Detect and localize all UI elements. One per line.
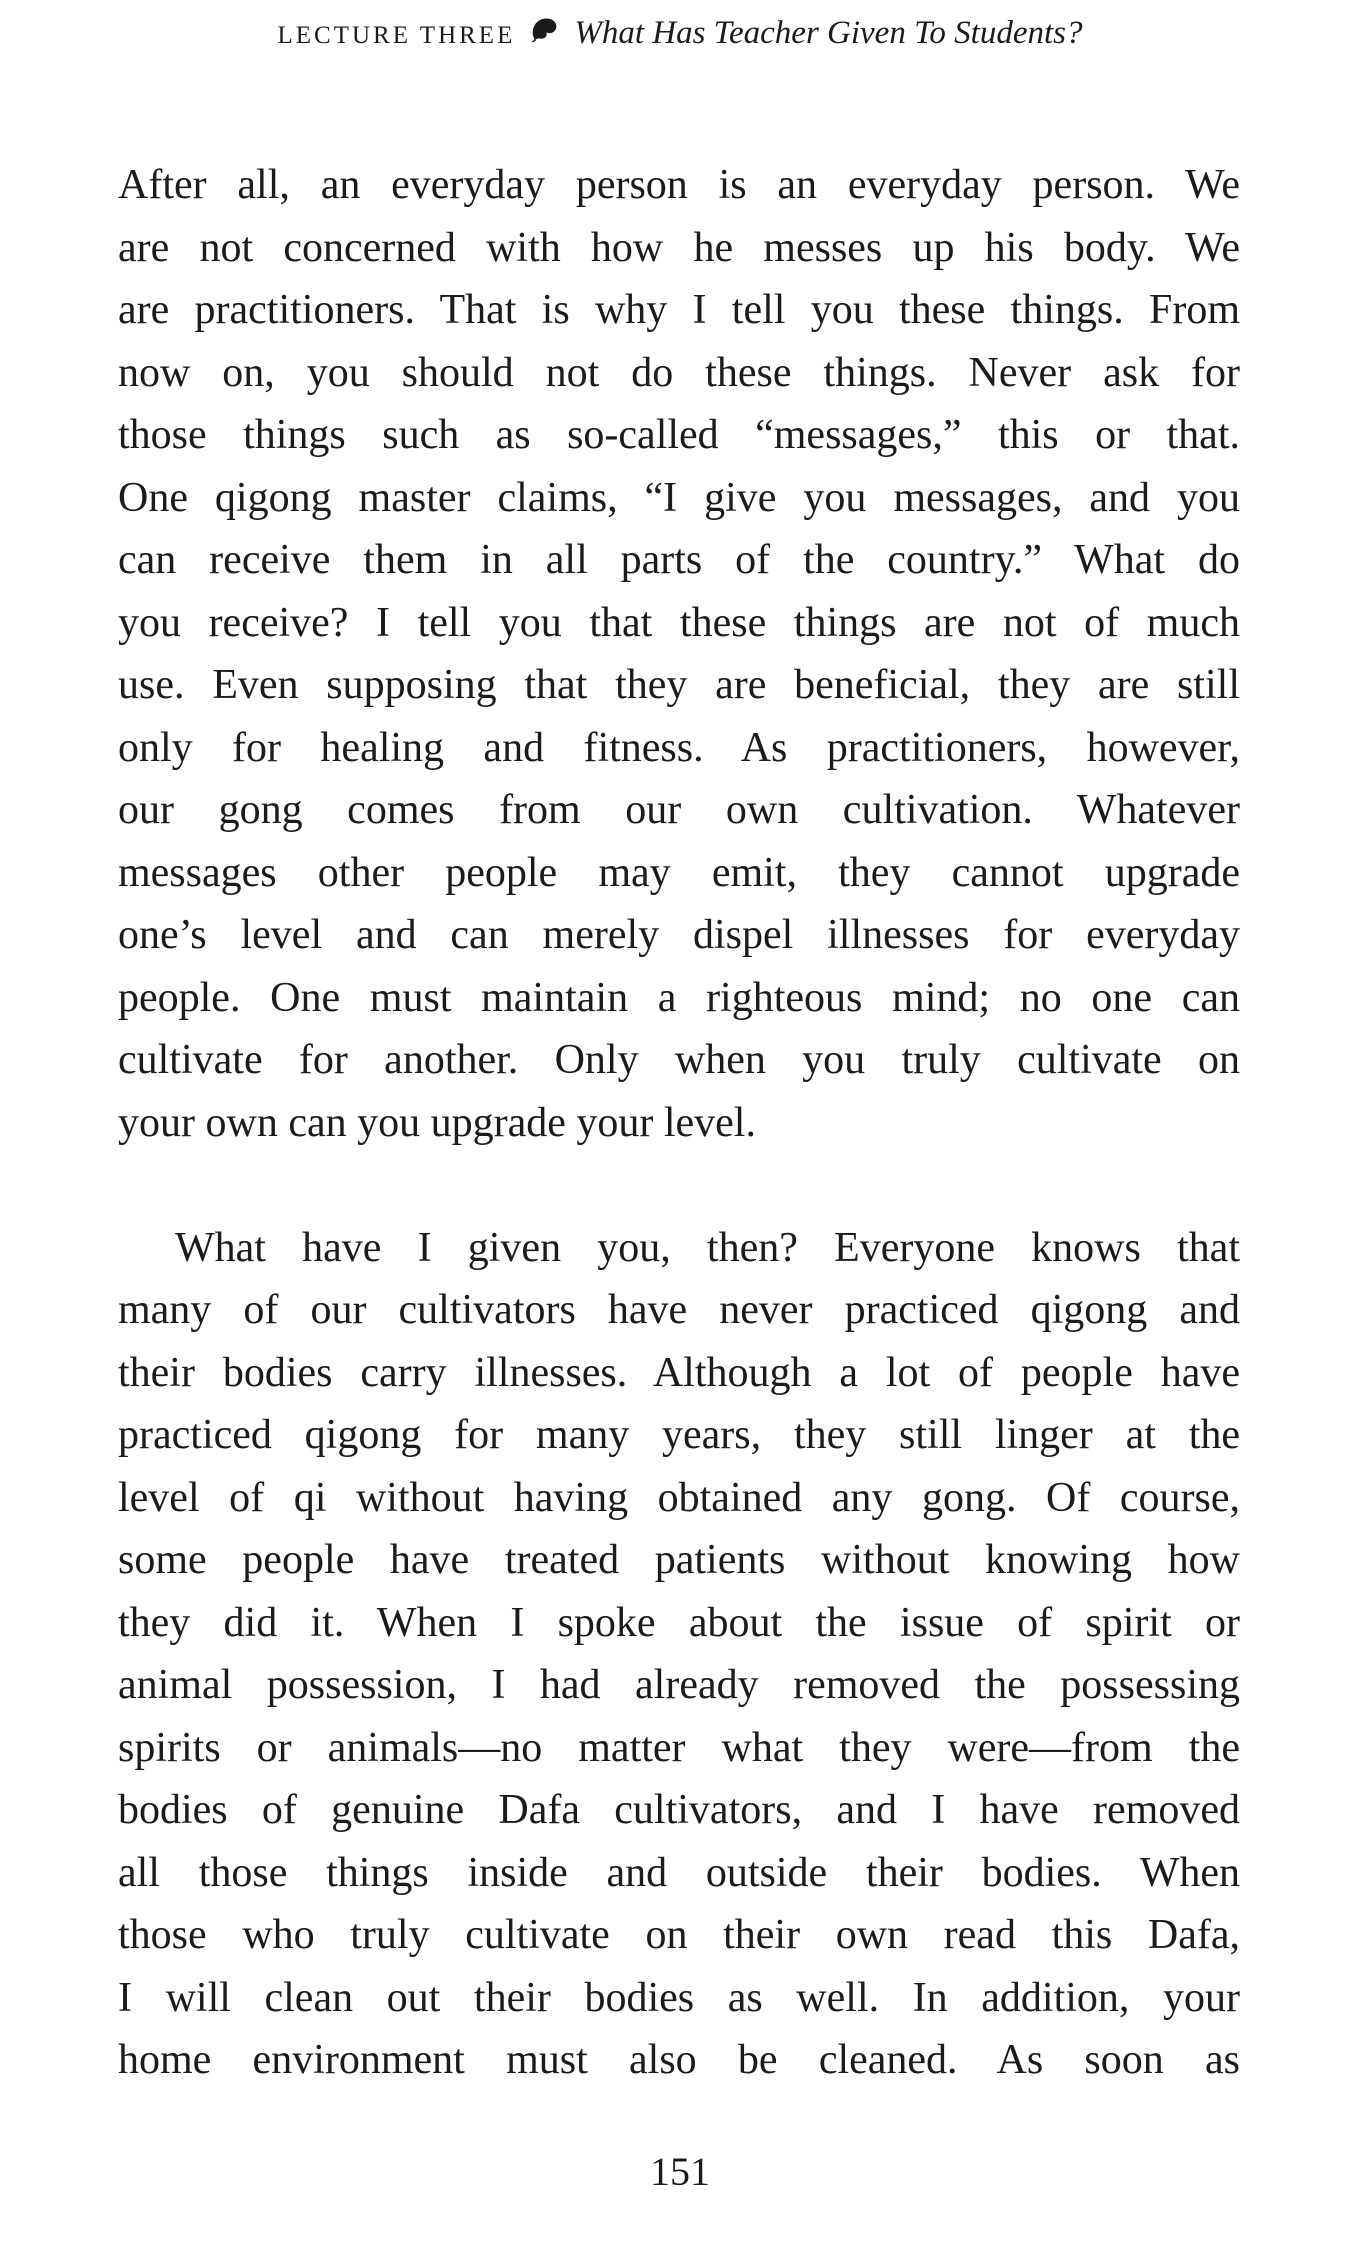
text-line: those things such as so-called “messages,” this or that. [118,412,1240,458]
chapter-title: What Has Teacher Given To Students? [574,15,1083,51]
text-line: animal possession, I had already removed the possessing [118,1662,1240,1708]
text-line: all those things inside and outside their bodies. When [118,1849,1240,1896]
text-line: are not concerned with how he messes up his body. We [118,224,1240,271]
text-line: use. Even supposing that they are beneficial, they are still [118,662,1240,708]
text-line: people. One must maintain a righteous mind; no one can [118,974,1240,1021]
text-line: level of qi without having obtained any gong. Of course, [118,1474,1240,1521]
text-line: those who truly cultivate on their own read this Dafa, [118,1912,1240,1958]
text-line: your own can you upgrade your level. [118,1099,756,1146]
text-line: our gong comes from our own cultivation. Whatever [118,787,1240,833]
text-line: now on, you should not do these things. Never ask for [118,349,1240,396]
text-line: their bodies carry illnesses. Although a lot of people have [118,1349,1240,1396]
text-line: are practitioners. That is why I tell you these things. From [118,287,1240,333]
page-footer [0,2150,1360,2194]
text-line: I will clean out their bodies as well. In addition, your [118,1974,1240,2021]
body-text-block [118,154,1240,2092]
running-header [0,14,1360,52]
hedera-leaf-icon [530,14,559,43]
text-line: spirits or animals—no matter what they were—from the [118,1724,1240,1771]
text-line: cultivate for another. Only when you truly cultivate on [118,1037,1240,1083]
text-line: bodies of genuine Dafa cultivators, and I have removed [118,1787,1240,1833]
text-line: One qigong master claims, “I give you messages, and you [118,474,1240,521]
text-line: many of our cultivators have never practiced qigong and [118,1287,1240,1333]
text-line: some people have treated patients without knowing how [118,1537,1240,1583]
text-line: What have I given you, then? Everyone knows that [175,1224,1240,1271]
text-line: only for healing and fitness. As practitioners, however, [118,724,1240,771]
text-line: they did it. When I spoke about the issue of spirit or [118,1599,1240,1646]
text-line: one’s level and can merely dispel illnesses for everyday [118,912,1240,958]
paragraph [118,154,1240,1154]
paragraph [118,1217,1240,2092]
text-line: After all, an everyday person is an everyday person. We [118,162,1240,208]
lecture-section-label: LECTURE THREE [277,22,516,49]
text-line: can receive them in all parts of the country.” What do [118,537,1240,583]
text-line: home environment must also be cleaned. As soon as [118,2037,1240,2083]
text-line: you receive? I tell you that these things are not of much [118,599,1240,646]
text-line: messages other people may emit, they cannot upgrade [118,849,1240,896]
page-number: 151 [650,2149,710,2194]
text-line: practiced qigong for many years, they still linger at the [118,1412,1240,1458]
